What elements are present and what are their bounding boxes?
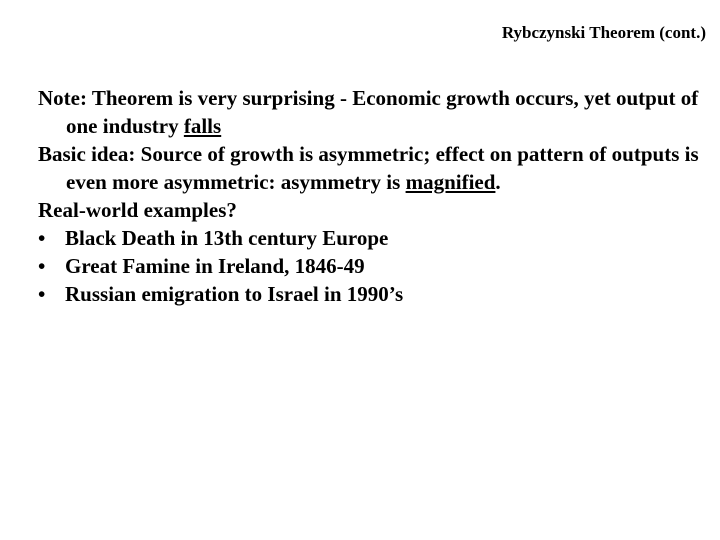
- bullet-icon: •: [38, 282, 46, 306]
- bullet-icon: •: [38, 226, 46, 250]
- bullet-icon: •: [38, 254, 46, 278]
- basic-idea-emphasis: magnified: [405, 170, 496, 194]
- basic-idea-paragraph: [38, 140, 708, 196]
- note-emphasis: falls: [183, 114, 222, 138]
- slide-body: [38, 84, 708, 308]
- examples-list: [38, 224, 708, 308]
- list-item: [38, 280, 708, 308]
- slide-title: Rybczynski Theorem (cont.): [501, 23, 706, 42]
- list-item: [38, 224, 708, 252]
- basic-idea-suffix: .: [495, 170, 501, 194]
- note-text: Note: Theorem is very surprising - Economic growth occurs, yet output of one industry: [38, 86, 699, 138]
- example-text: Great Famine in Ireland, 1846-49: [65, 254, 365, 278]
- examples-heading: Real-world examples?: [38, 198, 237, 222]
- example-text: Black Death in 13th century Europe: [65, 226, 389, 250]
- basic-idea-text: Basic idea: Source of growth is asymmetric; effect on pattern of outputs is even more asymmetric: asymmetry is: [38, 142, 699, 194]
- list-item: [38, 252, 708, 280]
- example-text: Russian emigration to Israel in 1990’s: [65, 282, 404, 306]
- note-paragraph: [38, 84, 708, 140]
